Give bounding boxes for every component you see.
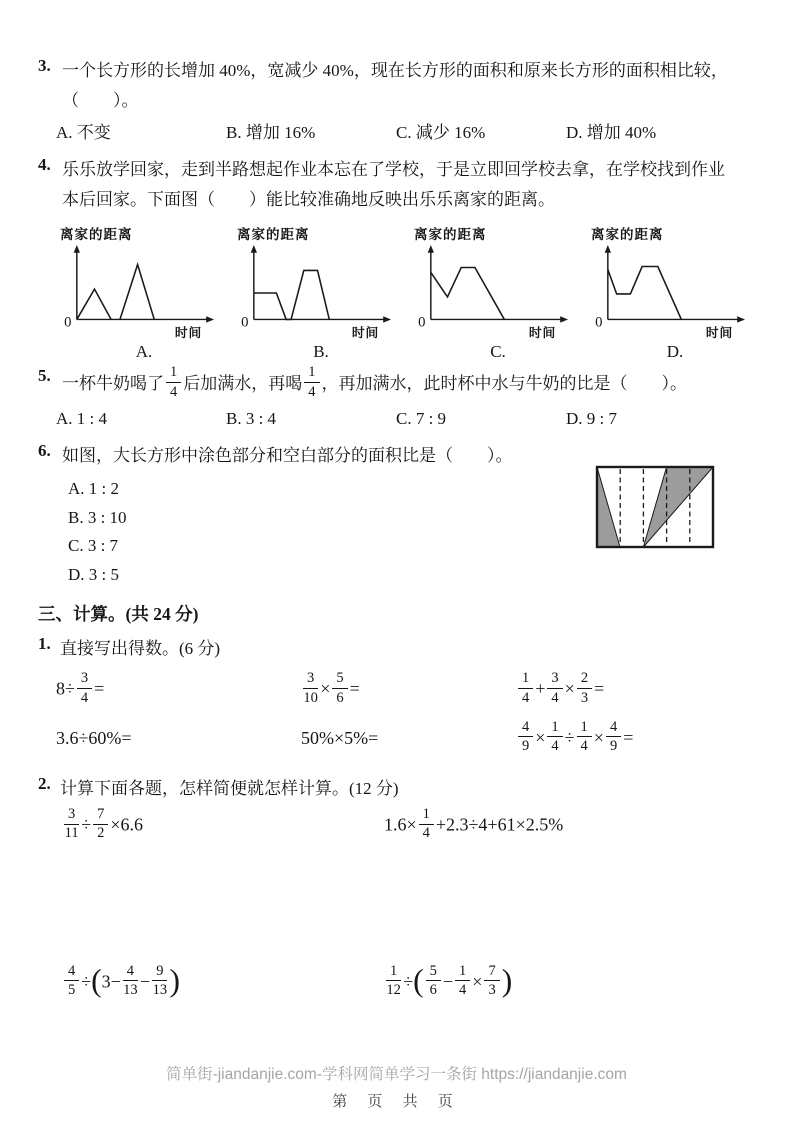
question-4-number: 4. xyxy=(38,155,51,174)
shaded-rectangle-figure xyxy=(595,465,715,549)
graph-option-label-c: C. xyxy=(490,341,506,361)
question-3 xyxy=(38,56,765,145)
graph-y-axis-label: 离家的距离 xyxy=(591,226,664,242)
graph-x-axis-label: 时间 xyxy=(528,325,557,340)
question-3-option-d: D. 增加 40% xyxy=(566,122,657,142)
question-3-options xyxy=(56,120,765,146)
graph-option-label-b: B. xyxy=(313,341,329,361)
graph-origin-label: 0 xyxy=(418,313,426,330)
question-3-text-line1: 一个长方形的长增加 40%，宽减少 40%，现在长方形的面积和原来长方形的面积相比较， xyxy=(62,61,728,80)
question-5-text: 一杯牛奶喝了 $\frac{1}{4}$ 后加满水，再喝 $\frac{1}{4}$ ，再加满水，此时杯中水与牛奶的比是（ ）。 xyxy=(62,364,687,400)
graph-origin-label: 0 xyxy=(64,313,72,330)
graph-x-axis-label: 时间 xyxy=(705,325,734,340)
graph-plot-d xyxy=(589,243,757,341)
question-5-option-c: C. 7 : 9 xyxy=(396,408,447,428)
question-5-option-a: A. 1 : 4 xyxy=(56,408,107,428)
question-5-options xyxy=(56,406,765,432)
graph-curve-b xyxy=(254,270,329,319)
math-expression-10: $\frac{1}{12}$ ÷( $\frac{5}{6}$ − $\frac{1}{4}$ × $\frac{7}{3}$ ) xyxy=(386,962,513,999)
graph-origin-label: 0 xyxy=(595,313,603,330)
question-6-text: 如图，大长方形中涂色部分和空白部分的面积比是（ ）。 xyxy=(62,446,513,466)
question-5-option-d: D. 9 : 7 xyxy=(566,408,617,428)
graph-curve-c xyxy=(431,267,505,319)
math-expression-9: $\frac{4}{5}$ ÷(3− $\frac{4}{13}$ − $\frac{9}{13}$ ) xyxy=(62,966,384,1000)
simplify-row-1 xyxy=(62,806,765,843)
graph-y-axis-label: 离家的距离 xyxy=(60,226,133,242)
graph-y-axis-label: 离家的距离 xyxy=(237,226,310,242)
math-expression-7: $\frac{3}{11}$ ÷ $\frac{7}{2}$ ×6.6 xyxy=(64,806,144,842)
math-expression-1: 8÷ $\frac{3}{4}$ = xyxy=(56,670,105,706)
graph-origin-label: 0 xyxy=(241,313,249,330)
calc-simplify-heading xyxy=(38,774,765,799)
math-expression-2: $\frac{3}{10}$ × $\frac{5}{6}$ = xyxy=(303,670,360,706)
math-expression-6: $\frac{4}{9}$ × $\frac{1}{4}$ ÷ $\frac{1}{4}$ × $\frac{4}{9}$ = xyxy=(516,722,765,756)
question-3-text-line2: （ ）。 xyxy=(62,90,139,110)
question-5-number: 5. xyxy=(38,365,51,385)
footer-site-link: 简单街-jiandanjie.com-学科网简单学习一条街 https://jiandanjie.com xyxy=(166,1066,627,1083)
footer-page-indicator: 第 页 共 页 xyxy=(332,1093,461,1110)
calc-simplify-number: 2. xyxy=(38,774,51,794)
graph-option-label-d: D. xyxy=(666,341,684,361)
page-footer xyxy=(0,1062,793,1111)
distance-time-graph-a xyxy=(58,223,230,362)
graph-axes xyxy=(428,244,568,322)
question-4-text-line2: 本后回家。下面图（ ）能比较准确地反映出乐乐离家的距离。 xyxy=(62,189,555,209)
simplify-row-2 xyxy=(62,962,765,1000)
question-4-graphs xyxy=(58,223,765,362)
figure-shapes xyxy=(597,467,713,547)
direct-calc-row-1 xyxy=(56,670,765,707)
question-3-option-c: C. 减少 16% xyxy=(396,122,486,142)
graph-plot-c xyxy=(412,243,580,341)
question-6-number: 6. xyxy=(38,441,51,461)
section-3-heading: 三、计算。(共 24 分) xyxy=(38,604,199,625)
question-5 xyxy=(38,366,765,432)
question-6-option-c: C. 3 : 7 xyxy=(68,536,119,556)
calc-simplify-text: 计算下面各题，怎样简便就怎样计算。(12 分) xyxy=(60,779,399,799)
question-4 xyxy=(38,155,765,215)
graph-x-axis-label: 时间 xyxy=(174,325,203,340)
graph-option-label-a: A. xyxy=(135,341,153,361)
question-6-option-b: B. 3 : 10 xyxy=(68,507,127,527)
question-3-option-b: B. 增加 16% xyxy=(226,122,316,142)
graph-curve-d xyxy=(608,266,682,319)
question-5-option-b: B. 3 : 4 xyxy=(226,408,277,428)
math-expression-4: 3.6÷60%= xyxy=(56,728,132,749)
question-6-option-a: A. 1 : 2 xyxy=(68,479,119,499)
distance-time-graph-b xyxy=(235,223,407,362)
math-expression-5: 50%×5%= xyxy=(301,728,379,749)
math-expression-3: $\frac{1}{4}$ + $\frac{3}{4}$ × $\frac{2}{3}$ = xyxy=(516,673,765,707)
direct-calc-row-2 xyxy=(56,718,765,756)
question-6 xyxy=(38,441,765,591)
question-4-text-line1: 乐乐放学回家，走到半路想起作业本忘在了学校，于是立即回学校去拿，在学校找到作业 xyxy=(62,160,725,179)
graph-curve-a xyxy=(77,264,154,319)
calc-direct-number: 1. xyxy=(38,634,51,654)
question-3-number: 3. xyxy=(38,56,51,75)
calc-direct-text: 直接写出得数。(6 分) xyxy=(60,639,221,659)
distance-time-graph-c xyxy=(412,223,584,362)
distance-time-graph-d xyxy=(589,223,761,362)
math-expression-8: 1.6× $\frac{1}{4}$ +2.3÷4+61×2.5% xyxy=(384,806,564,842)
graph-plot-a xyxy=(58,243,226,341)
question-6-option-d: D. 3 : 5 xyxy=(68,564,119,584)
graph-x-axis-label: 时间 xyxy=(351,325,380,340)
graph-plot-b xyxy=(235,243,403,341)
calc-direct-heading xyxy=(38,634,765,659)
graph-axes xyxy=(605,244,745,322)
graph-y-axis-label: 离家的距离 xyxy=(414,226,487,242)
question-3-option-a: A. 不变 xyxy=(56,122,111,142)
